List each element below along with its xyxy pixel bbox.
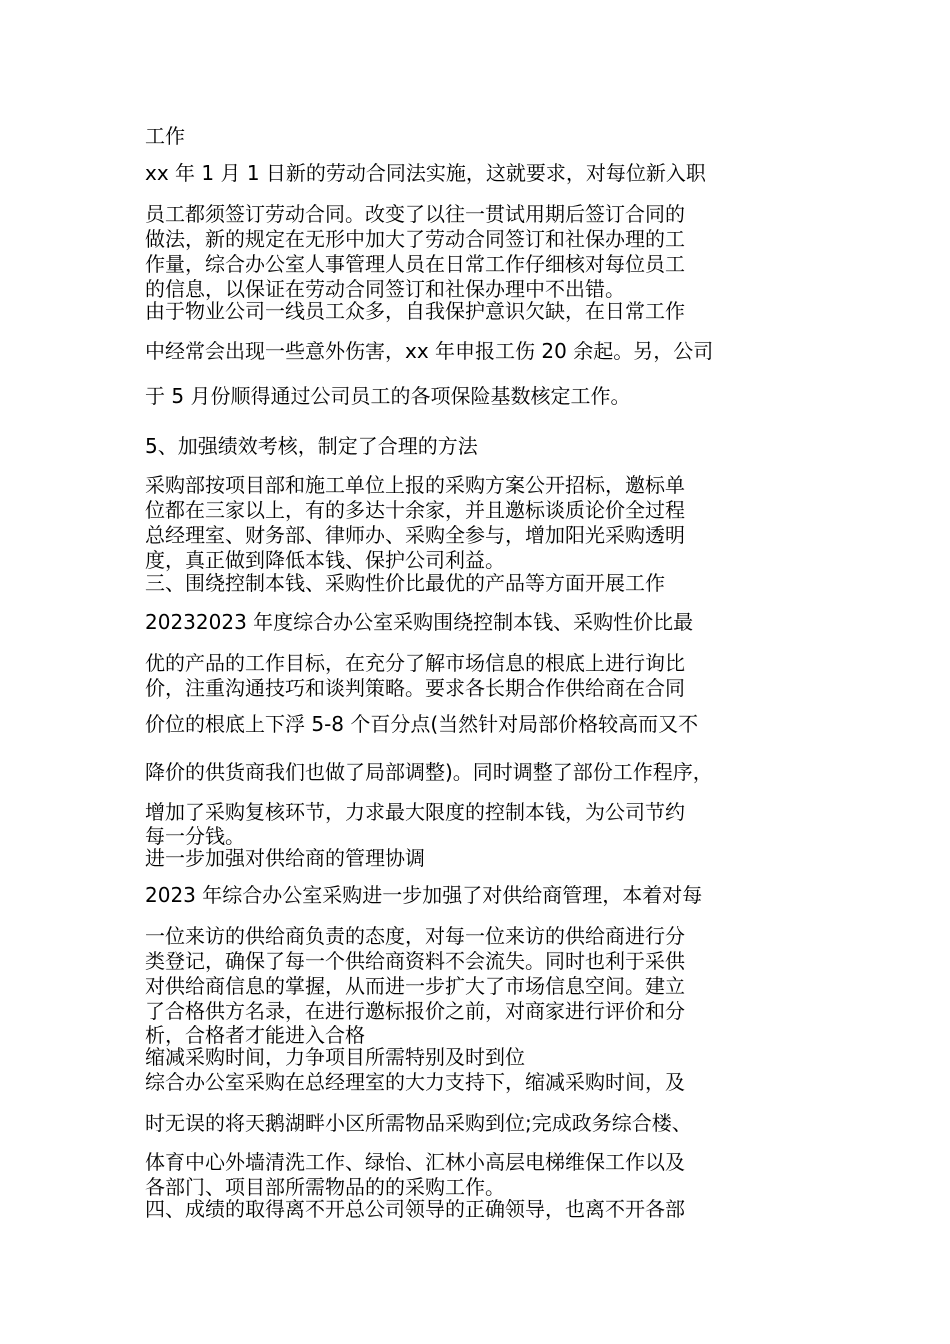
section-heading: 进一步加强对供给商的管理协调 xyxy=(145,846,425,870)
text-line: 每一分钱。 xyxy=(145,824,245,848)
text-line: 做法，新的规定在无形中加大了劳动合同签订和社保办理的工 xyxy=(145,227,685,251)
section-heading: 三、围绕控制本钱、采购性价比最优的产品等方面开展工作 xyxy=(145,571,665,595)
text-line: 由于物业公司一线员工众多，自我保护意识欠缺，在日常工作 xyxy=(145,299,685,323)
text-line: 2023 年综合办公室采购进一步加强了对供给商管理，本着对每 xyxy=(145,883,703,907)
text-line: 于 5 月份顺得通过公司员工的各项保险基数核定工作。 xyxy=(145,384,631,408)
text-line: 的信息，以保证在劳动合同签订和社保办理中不出错。 xyxy=(145,277,625,301)
text-line: 采购部按项目部和施工单位上报的采购方案公开招标，邀标单 xyxy=(145,473,685,497)
text-line: 一位来访的供给商负责的态度，对每一位来访的供给商进行分 xyxy=(145,924,685,948)
text-line: 降价的供货商我们也做了局部调整)。同时调整了部份工作程序， xyxy=(145,760,713,784)
text-line: 析，合格者才能进入合格 xyxy=(145,1023,365,1047)
text-line: 对供给商信息的掌握，从而进一步扩大了市场信息空间。建立 xyxy=(145,974,685,998)
text-line: 作量，综合办公室人事管理人员在日常工作仔细核对每位员工 xyxy=(145,252,685,276)
text-line: 各部门、项目部所需物品的的采购工作。 xyxy=(145,1175,505,1199)
text-line: 综合办公室采购在总经理室的大力支持下，缩减采购时间，及 xyxy=(145,1070,685,1094)
text-line: 类登记，确保了每一个供给商资料不会流失。同时也利于采供 xyxy=(145,949,685,973)
section-heading: 5、加强绩效考核，制定了合理的方法 xyxy=(145,434,478,458)
text-line: 了合格供方名录，在进行邀标报价之前，对商家进行评价和分 xyxy=(145,999,685,1023)
text-line: 体育中心外墙清洗工作、绿怡、汇林小高层电梯维保工作以及 xyxy=(145,1150,685,1174)
text-line: 工作 xyxy=(145,124,185,148)
text-line: 度，真正做到降低本钱、保护公司利益。 xyxy=(145,548,505,572)
text-line: xx 年 1 月 1 日新的劳动合同法实施，这就要求，对每位新入职 xyxy=(145,161,706,185)
text-line: 20232023 年度综合办公室采购围绕控制本钱、采购性价比最 xyxy=(145,610,694,634)
text-line: 时无误的将天鹅湖畔小区所需物品采购到位;完成政务综合楼、 xyxy=(145,1111,692,1135)
section-heading: 缩减采购时间，力争项目所需特别及时到位 xyxy=(145,1045,525,1069)
text-line: 位都在三家以上，有的多达十余家，并且邀标谈质论价全过程 xyxy=(145,498,685,522)
text-line: 价，注重沟通技巧和谈判策略。要求各长期合作供给商在合同 xyxy=(145,676,685,700)
text-line: 增加了采购复核环节，力求最大限度的控制本钱，为公司节约 xyxy=(145,800,685,824)
text-line: 总经理室、财务部、律师办、采购全参与，增加阳光采购透明 xyxy=(145,523,685,547)
text-line: 员工都须签订劳动合同。改变了以往一贯试用期后签订合同的 xyxy=(145,202,685,226)
text-line: 中经常会出现一些意外伤害，xx 年申报工伤 20 余起。另，公司 xyxy=(145,339,714,363)
text-line: 优的产品的工作目标，在充分了解市场信息的根底上进行询比 xyxy=(145,651,685,675)
section-heading: 四、成绩的取得离不开总公司领导的正确领导，也离不开各部 xyxy=(145,1197,685,1221)
text-line: 价位的根底上下浮 5-8 个百分点(当然针对局部价格较高而又不 xyxy=(145,712,699,736)
